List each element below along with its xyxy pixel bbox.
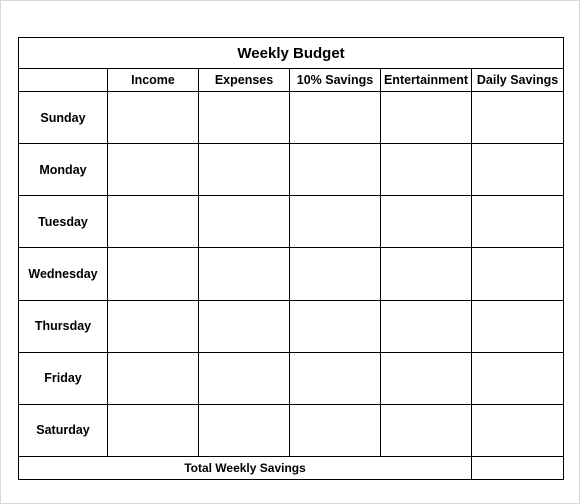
savings-cell[interactable] <box>290 196 381 248</box>
table-row-tuesday <box>19 196 564 248</box>
daily-savings-cell[interactable] <box>472 404 564 456</box>
daily-savings-cell[interactable] <box>472 92 564 144</box>
savings-cell[interactable] <box>290 248 381 300</box>
table-row-monday <box>19 144 564 196</box>
daily-savings-cell[interactable] <box>472 352 564 404</box>
savings-header: 10% Savings <box>290 69 381 92</box>
weekly-budget-table <box>18 37 564 480</box>
entertainment-cell[interactable] <box>381 196 472 248</box>
income-header: Income <box>108 69 199 92</box>
expenses-cell[interactable] <box>199 248 290 300</box>
expenses-cell[interactable] <box>199 404 290 456</box>
day-label: Tuesday <box>19 196 108 248</box>
daily-savings-cell[interactable] <box>472 144 564 196</box>
savings-cell[interactable] <box>290 352 381 404</box>
day-label: Sunday <box>19 92 108 144</box>
savings-cell[interactable] <box>290 144 381 196</box>
daily-savings-header: Daily Savings <box>472 69 564 92</box>
savings-cell[interactable] <box>290 92 381 144</box>
expenses-cell[interactable] <box>199 144 290 196</box>
expenses-cell[interactable] <box>199 300 290 352</box>
entertainment-cell[interactable] <box>381 144 472 196</box>
total-weekly-savings-cell[interactable] <box>472 456 564 479</box>
expenses-header: Expenses <box>199 69 290 92</box>
table-title: Weekly Budget <box>19 38 564 69</box>
table-row-sunday <box>19 92 564 144</box>
day-label: Monday <box>19 144 108 196</box>
day-label: Saturday <box>19 404 108 456</box>
entertainment-cell[interactable] <box>381 404 472 456</box>
income-cell[interactable] <box>108 196 199 248</box>
income-cell[interactable] <box>108 352 199 404</box>
entertainment-cell[interactable] <box>381 352 472 404</box>
savings-cell[interactable] <box>290 300 381 352</box>
corner-header-cell <box>19 69 108 92</box>
day-label: Wednesday <box>19 248 108 300</box>
table-row-wednesday <box>19 248 564 300</box>
header-row <box>19 69 564 92</box>
income-cell[interactable] <box>108 144 199 196</box>
entertainment-cell[interactable] <box>381 248 472 300</box>
title-row <box>19 38 564 69</box>
expenses-cell[interactable] <box>199 196 290 248</box>
entertainment-header: Entertainment <box>381 69 472 92</box>
table-row-friday <box>19 352 564 404</box>
daily-savings-cell[interactable] <box>472 248 564 300</box>
table-row-thursday <box>19 300 564 352</box>
income-cell[interactable] <box>108 300 199 352</box>
expenses-cell[interactable] <box>199 352 290 404</box>
expenses-cell[interactable] <box>199 92 290 144</box>
entertainment-cell[interactable] <box>381 300 472 352</box>
income-cell[interactable] <box>108 404 199 456</box>
income-cell[interactable] <box>108 248 199 300</box>
day-label: Friday <box>19 352 108 404</box>
day-label: Thursday <box>19 300 108 352</box>
total-weekly-savings-label: Total Weekly Savings <box>19 456 472 479</box>
savings-cell[interactable] <box>290 404 381 456</box>
income-cell[interactable] <box>108 92 199 144</box>
table-row-saturday <box>19 404 564 456</box>
daily-savings-cell[interactable] <box>472 300 564 352</box>
entertainment-cell[interactable] <box>381 92 472 144</box>
daily-savings-cell[interactable] <box>472 196 564 248</box>
total-row <box>19 456 564 479</box>
